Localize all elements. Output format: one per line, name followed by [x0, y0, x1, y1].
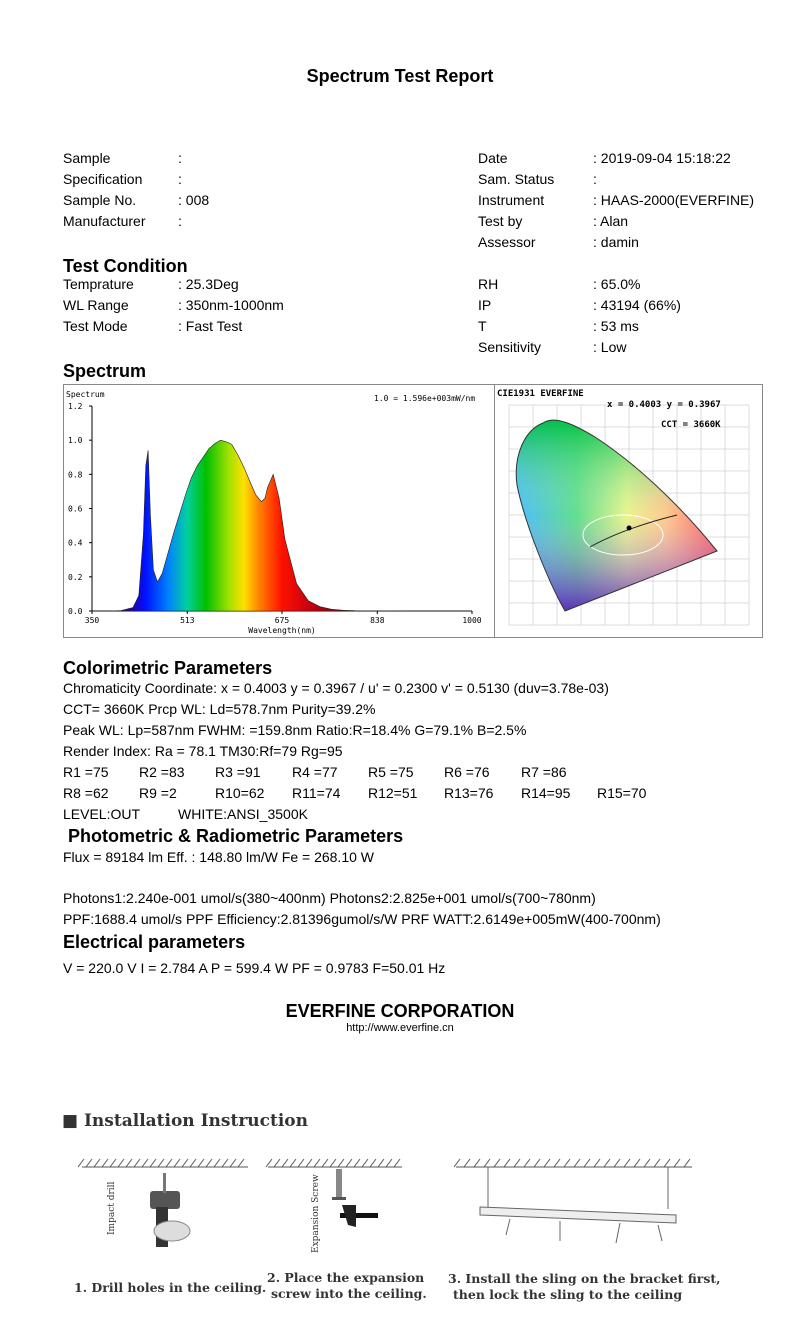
render-index-line: Render Index: Ra = 78.1 TM30:Rf=79 Rg=95 — [63, 743, 343, 759]
spectrum-area — [92, 440, 472, 611]
info-right-row: Assessor : damin — [478, 234, 639, 250]
hammer-icon — [340, 1205, 378, 1227]
electrical-heading: Electrical parameters — [63, 932, 246, 952]
step-2-caption-line1: 2. Place the expansion — [267, 1270, 425, 1285]
condition-row: T : 53 ms — [478, 318, 639, 334]
condition-row: WL Range : 350nm-1000nm — [63, 297, 284, 313]
y-tick-label: 0.6 — [68, 504, 83, 514]
chart-title: Spectrum — [66, 390, 105, 399]
light-bar-icon — [480, 1167, 676, 1243]
r-value: R4 =77 — [292, 764, 338, 780]
info-left-row: Sample : — [63, 150, 182, 166]
condition-row: Temprature : 25.3Deg — [63, 276, 239, 292]
installation-illustrations — [60, 1155, 750, 1275]
r-value: R6 =76 — [444, 764, 490, 780]
condition-row: Sensitivity : Low — [478, 339, 627, 355]
r-value: R2 =83 — [139, 764, 185, 780]
r-value: R10=62 — [215, 785, 265, 801]
info-left-row: Manufacturer : — [63, 213, 182, 229]
x-tick-label: 675 — [274, 616, 290, 625]
x-tick-label: 838 — [370, 616, 385, 625]
spectrum-heading: Spectrum — [63, 361, 147, 381]
cie-coords: x = 0.4003 y = 0.3967 — [607, 400, 721, 410]
condition-row: RH : 65.0% — [478, 276, 641, 292]
cie-title: CIE1931 EVERFINE — [497, 389, 584, 399]
colorimetric-heading: Colorimetric Parameters — [63, 658, 273, 678]
chart-series-area — [92, 440, 472, 611]
cie-measured-point — [627, 526, 632, 531]
expansion-screw-label: Expansion Screw — [311, 1174, 321, 1253]
impact-drill-label: Impact drill — [107, 1181, 117, 1235]
x-tick-label: 513 — [180, 616, 195, 625]
flux-line: Flux = 89184 lm Eff. : 148.80 lm/W Fe = 268.10 W — [63, 849, 375, 865]
r-value: R1 =75 — [63, 764, 109, 780]
level-text: LEVEL:OUT — [63, 806, 141, 822]
y-tick-label: 1.2 — [68, 402, 83, 411]
r-value: R7 =86 — [521, 764, 567, 780]
r-value: R12=51 — [368, 785, 418, 801]
ppf-line: PPF:1688.4 umol/s PPF Efficiency:2.81396gumol/s/W PRF WATT:2.6149e+005mW(400-700nm) — [63, 911, 661, 927]
r-value: R11=74 — [292, 785, 341, 801]
ceiling-2 — [266, 1159, 402, 1167]
drill-icon — [150, 1173, 190, 1247]
x-axis-label: Wavelength(nm) — [248, 626, 316, 635]
installation-title: ■ Installation Instruction — [62, 1111, 309, 1131]
y-tick-label: 0.0 — [68, 607, 83, 616]
spectrum-chart-frame — [63, 384, 495, 638]
r-value: R3 =91 — [215, 764, 261, 780]
condition-row: IP : 43194 (66%) — [478, 297, 681, 313]
step-3-caption-line2: then lock the sling to the ceiling — [453, 1287, 683, 1302]
info-left-row: Sample No. : 008 — [63, 192, 210, 208]
info-right-row: Test by : Alan — [478, 213, 629, 229]
info-right-row: Instrument : HAAS-2000(EVERFINE) — [478, 192, 755, 208]
report-title: Spectrum Test Report — [306, 66, 494, 86]
y-tick-label: 0.4 — [68, 538, 83, 548]
test-condition-heading: Test Condition — [63, 256, 188, 276]
cie-diagram — [495, 385, 762, 637]
info-left-row: Specification : — [63, 171, 182, 187]
cct-line: CCT= 3660K Prcp WL: Ld=578.7nm Purity=39.2% — [63, 701, 376, 717]
r-value: R9 =2 — [139, 785, 177, 801]
step-3-caption-line1: 3. Install the sling on the bracket first, — [448, 1271, 721, 1286]
company-name: EVERFINE CORPORATION — [285, 1001, 515, 1021]
y-tick-label: 0.2 — [68, 572, 83, 582]
step-1-caption: 1. Drill holes in the ceiling. — [74, 1280, 267, 1295]
cie-cct: CCT = 3660K — [661, 420, 721, 430]
r-value: R8 =62 — [63, 785, 109, 801]
ceiling-3 — [454, 1159, 692, 1167]
info-right-row: Date : 2019-09-04 15:18:22 — [478, 150, 731, 166]
r-value: R14=95 — [521, 785, 571, 801]
cie-diagram-frame — [494, 384, 763, 638]
x-tick-label: 1000 — [462, 616, 482, 625]
expansion-screw-icon — [332, 1169, 346, 1200]
chart-annotation: 1.0 = 1.596e+003mW/nm — [374, 394, 476, 403]
spectrum-chart — [64, 385, 494, 637]
photometric-heading: Photometric & Radiometric Parameters — [68, 826, 404, 846]
chromaticity-line: Chromaticity Coordinate: x = 0.4003 y = 0.3967 / u' = 0.2300 v' = 0.5130 (duv=3.78e-03) — [63, 680, 609, 696]
step-2-caption-line2: screw into the ceiling. — [271, 1286, 427, 1301]
x-tick-label: 350 — [84, 616, 100, 625]
company-url: http://www.everfine.cn — [346, 1022, 454, 1034]
info-right-row: Sam. Status : — [478, 171, 597, 187]
peak-line: Peak WL: Lp=587nm FWHM: =159.8nm Ratio:R=18.4% G=79.1% B=2.5% — [63, 722, 527, 738]
white-text: WHITE:ANSI_3500K — [178, 806, 308, 822]
y-tick-label: 0.8 — [68, 470, 83, 480]
photons-line: Photons1:2.240e-001 umol/s(380~400nm) Photons2:2.825e+001 umol/s(700~780nm) — [63, 890, 596, 906]
r-value: R15=70 — [597, 785, 647, 801]
ceiling-1 — [78, 1159, 248, 1167]
r-value: R5 =75 — [368, 764, 414, 780]
r-value: R13=76 — [444, 785, 494, 801]
y-tick-label: 1.0 — [68, 436, 83, 446]
electrical-line: V = 220.0 V I = 2.784 A P = 599.4 W PF = 0.9783 F=50.01 Hz — [63, 960, 446, 976]
condition-row: Test Mode : Fast Test — [63, 318, 243, 334]
